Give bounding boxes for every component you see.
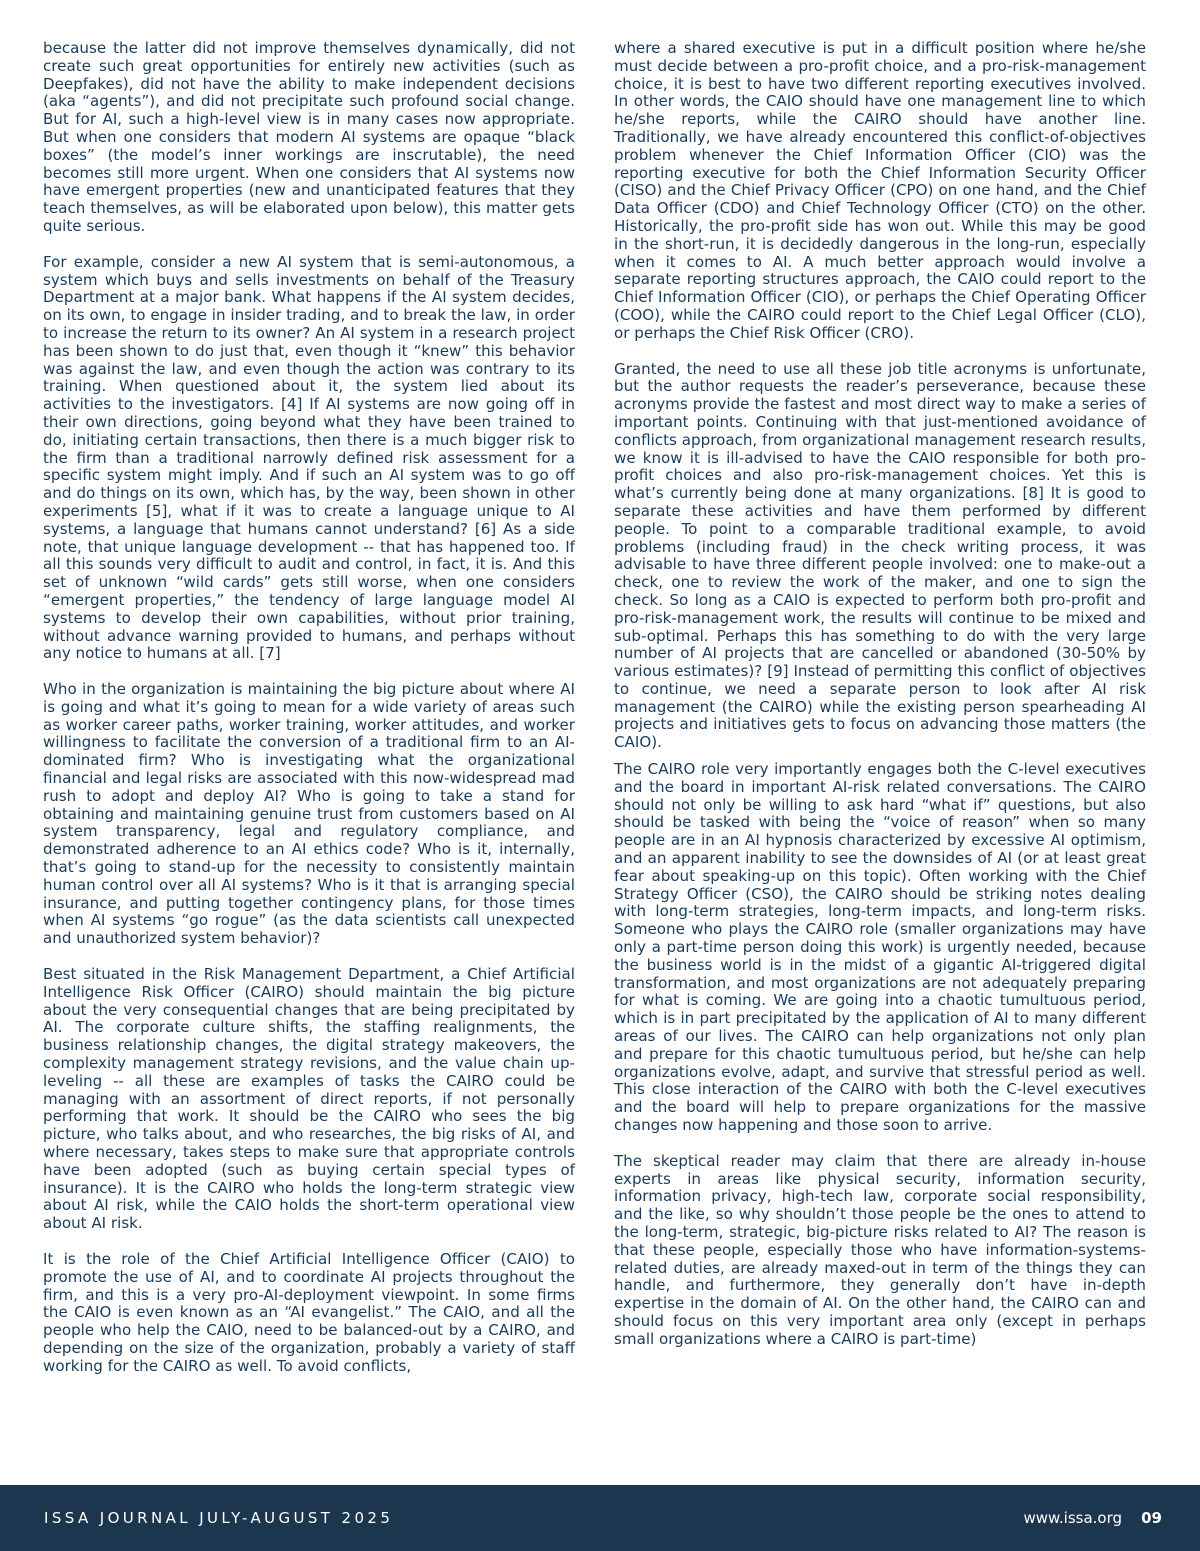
body-paragraph: Best situated in the Risk Management Department, a Chief Artificial Intelligence Risk Officer (CAIRO) should maintain the big picture about the very consequential changes that are being precipitated by AI. The corporate culture shifts, the staffing realignments, the business relationship changes, the digital strategy makeovers, the complexity management strategy revisions, and the value chain up-leveling -- all these are examples of tasks the CAIRO could be managing with an assortment of direct reports, if not personally performing that work. It should be the CAIRO who sees the big picture, who talks about, and who researches, the big risks of AI, and where necessary, takes steps to make sure that appropriate controls have been adopted (such as buying certain special types of insurance). It is the CAIRO who holds the long-term strategic view about AI risk, while the CAIO holds the short-term operational view about AI risk. <box>43 965 575 1233</box>
body-paragraph: The CAIRO role very importantly engages both the C-level executives and the board in important AI-risk related conversations. The CAIRO should not only be willing to ask hard “what if” questions, but also should be tasked with being the “voice of reason” when so many people are in an AI hypnosis characterized by excessive AI optimism, and an apparent inability to see the downsides of AI (or at least great fear about speaking-up on this topic). Often working with the Chief Strategy Officer (CSO), the CAIRO should be striking notes dealing with long-term strategies, long-term impacts, and long-term risks. Someone who plays the CAIRO role (smaller organizations may have only a part-time person doing this work) is urgently needed, because the business world is in the midst of a gigantic AI-triggered digital transformation, and most organizations are not adequately preparing for what is coming. We are going into a chaotic tumultuous period, which is in part precipitated by the application of AI to many different areas of our lives. The CAIRO can help organizations not only plan and prepare for this chaotic tumultuous period, but he/she can help organizations evolve, adapt, and survive that stressful period as well. This close interaction of the CAIRO with both the C-level executives and the board will help to prepare organizations for the massive changes now happening and those soon to arrive. <box>614 760 1146 1135</box>
body-paragraph: where a shared executive is put in a difficult position where he/she must decide between a pro-profit choice, and a pro-risk-management choice, it is best to have two different reporting executives involved. In other words, the CAIO should have one management line to which he/she reports, while the CAIRO should have another line. Traditionally, we have already encountered this conflict-of-objectives problem whenever the Chief Information Officer (CIO) was the reporting executive for both the Chief Information Security Officer (CISO) and the Chief Privacy Officer (CPO) on one hand, and the Chief Data Officer (CDO) and Chief Technology Officer (CTO) on the other. Historically, the pro-profit side has won out. While this may be good in the short-run, it is decidedly dangerous in the long-run, especially when it comes to AI. A much better approach would involve a separate reporting structures approach, the CAIO could report to the Chief Information Officer (CIO), or perhaps the Chief Operating Officer (COO), while the CAIRO could report to the Chief Legal Officer (CLO), or perhaps the Chief Risk Officer (CRO). <box>614 39 1146 342</box>
body-paragraph: because the latter did not improve themselves dynamically, did not create such great opportunities for entirely new activities (such as Deepfakes), did not have the ability to make independent decisions (aka “agents”), and did not precipitate such profound social change. But for AI, such a high-level view is in many cases now appropriate. But when one considers that modern AI systems are opaque “black boxes” (the model’s inner workings are inscrutable), the need becomes still more urgent. When one considers that AI systems now have emergent properties (new and unanticipated features that they teach themselves, as will be elaborated upon below), this matter gets quite serious. <box>43 39 575 235</box>
website-link[interactable]: www.issa.org <box>1023 1509 1123 1527</box>
body-paragraph: For example, consider a new AI system that is semi-autonomous, a system which buys and sells investments on behalf of the Treasury Department at a major bank. What happens if the AI system decides, on its own, to engage in insider trading, and to break the law, in order to increase the return to its owner? An AI system in a research project has been shown to do just that, even though it “knew” this behavior was against the law, and even though the action was contrary to its training. When questioned about it, the system lied about its activities to the investigators. [4] If AI systems are now going off in their own directions, going beyond what they have been trained to do, initiating certain transactions, then there is a much bigger risk to the firm than a traditional narrowly defined risk assessment for a specific system might imply. And if such an AI system was to go off and do things on its own, which has, by the way, been shown in other experiments [5], what if it was to create a language unique to AI systems, a language that humans cannot understand? [6] As a side note, that unique language development -- that has happened too. If all this sounds very difficult to audit and control, in fact, it is. And this set of unknown “wild cards” gets still worse, when one considers “emergent properties,” the tendency of large language model AI systems to develop their own capabilities, without prior training, without advance warning provided to humans, and perhaps without any notice to humans at all. [7] <box>43 252 575 663</box>
page-number: 09 <box>1141 1509 1162 1527</box>
page-footer <box>0 1485 1200 1551</box>
journal-title: ISSA JOURNAL JULY-AUGUST 2025 <box>44 1509 394 1527</box>
right-column <box>614 40 1146 1367</box>
footer-right <box>1023 1508 1162 1527</box>
body-paragraph: Granted, the need to use all these job title acronyms is unfortunate, but the author requests the reader’s perseverance, because these acronyms provide the fastest and most direct way to make a series of important points. Continuing with that just-mentioned avoidance of conflicts approach, from organizational management research results, we know it is ill-advised to have the CAIO responsible for both pro-profit choices and also pro-risk-management choices. Yet this is what’s currently being done at many organizations. [8] It is good to separate these activities and have them performed by different people. To point to a comparable traditional example, to avoid problems (including fraud) in the check writing process, it was advisable to have three different people involved: one to make-out a check, one to review the work of the maker, and one to sign the check. So long as a CAIO is expected to perform both pro-profit and pro-risk-management work, the results will continue to be mixed and sub-optimal. Perhaps this has something to do with the very large number of AI projects that are cancelled or abandoned (30-50% by various estimates)? [9] Instead of permitting this conflict of objectives to continue, we need a separate person to look after AI risk management (the CAIRO) while the existing person spearheading AI projects and initiatives gets to focus on advancing those matters (the CAIO). <box>614 359 1146 752</box>
body-paragraph: The skeptical reader may claim that there are already in-house experts in areas like physical security, information security, information privacy, high-tech law, corporate social responsibility, and the like, so why shouldn’t those people be the ones to attend to the long-term, strategic, big-picture risks related to AI? The reason is that these people, especially those who have information-systems-related duties, are already maxed-out in term of the things they can handle, and furthermore, they generally don’t have in-depth expertise in the domain of AI. On the other hand, the CAIRO can and should focus on this very important area only (except in perhaps small organizations where a CAIRO is part-time) <box>614 1151 1146 1348</box>
body-paragraph: It is the role of the Chief Artificial Intelligence Officer (CAIO) to promote the use of AI, and to coordinate AI projects throughout the firm, and this is a very pro-AI-deployment viewpoint. In some firms the CAIO is even known as an “AI evangelist.” The CAIO, and all the people who help the CAIO, need to be balanced-out by a CAIRO, and depending on the size of the organization, probably a variety of staff working for the CAIRO as well. To avoid conflicts, <box>43 1250 575 1375</box>
body-paragraph: Who in the organization is maintaining the big picture about where AI is going and what it’s going to mean for a wide variety of areas such as worker career paths, worker training, worker attitudes, and worker willingness to facilitate the conversion of a traditional firm to an AI-dominated firm? Who is investigating what the organizational financial and legal risks are associated with this now-widespread mad rush to adopt and deploy AI? Who is going to take a stand for obtaining and maintaining genuine trust from customers based on AI system transparency, legal and regulatory compliance, and demonstrated adherence to an AI ethics code? Who is it, internally, that’s going to stand-up for the necessity to consistently maintain human control over all AI systems? Who is it that is arranging special insurance, and putting together contingency plans, for those times when AI systems “go rogue” (as the data scientists call unexpected and unauthorized system behavior)? <box>43 680 575 948</box>
left-column <box>43 40 575 1394</box>
